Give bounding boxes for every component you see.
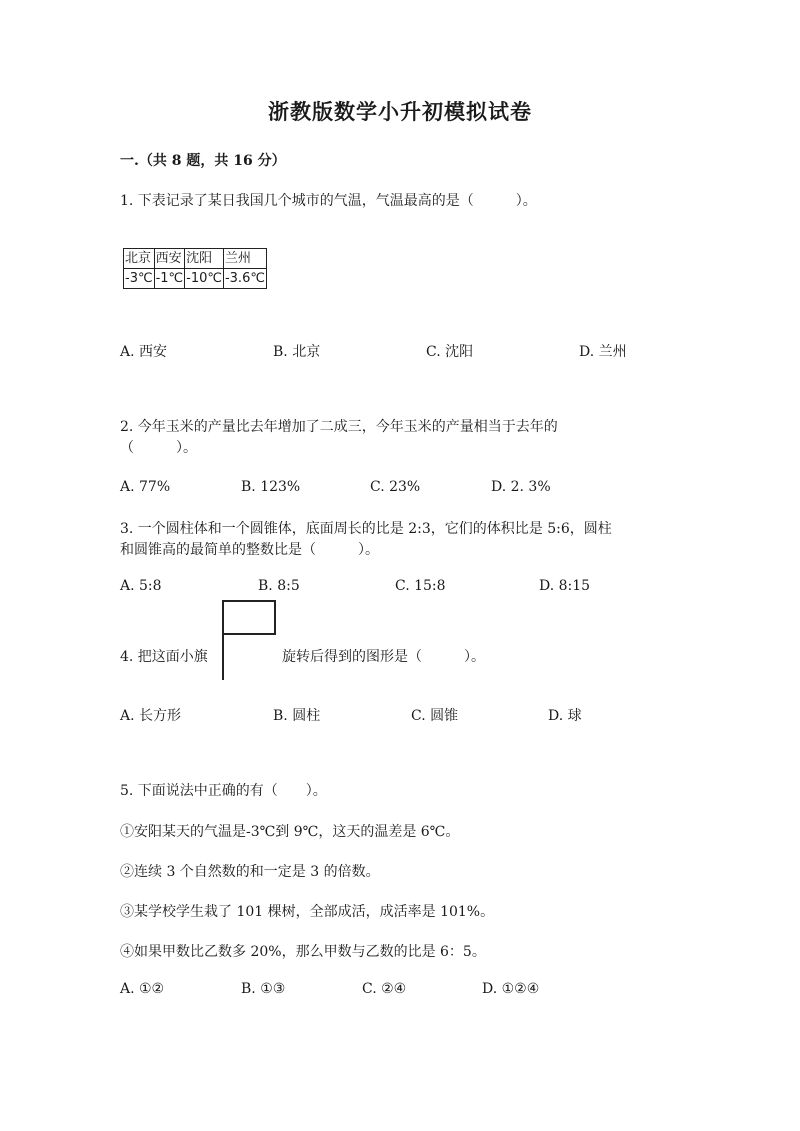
q4-option-b[interactable]: B. 圆柱 [273,708,321,724]
temperature-table [123,248,267,289]
question-2-text-line2: （ ）。 [120,440,197,456]
q5-option-b[interactable]: B. ①③ [241,981,286,997]
q3-option-a[interactable]: A. 5:8 [120,578,162,594]
flag-rectangle [223,600,276,635]
q1-option-a[interactable]: A. 西安 [120,344,168,360]
question-3-text-line2: 和圆锥高的最简单的整数比是（ ）。 [120,542,379,558]
q2-option-d[interactable]: D. 2. 3% [491,479,551,495]
q3-option-b[interactable]: B. 8:5 [258,578,300,594]
section-heading: 一.（共 8 题，共 16 分） [120,153,286,169]
table-cell: -1℃ [154,269,185,289]
q4-option-c[interactable]: C. 圆锥 [411,708,459,724]
table-row [124,269,267,289]
question-3-text: 3. 一个圆柱体和一个圆锥体，底面周长的比是 2:3，它们的体积比是 5:6，圆柱 [120,521,612,537]
q3-option-c[interactable]: C. 15:8 [395,578,446,594]
table-cell: 沈阳 [185,249,224,269]
question-4-text-after: 旋转后得到的图形是（ ）。 [282,649,485,665]
q2-option-a[interactable]: A. 77% [120,479,171,495]
question-1-text: 1. 下表记录了某日我国几个城市的气温，气温最高的是（ ）。 [120,193,537,209]
table-cell: 兰州 [223,249,266,269]
q5-statement-4: ④如果甲数比乙数多 20%，那么甲数与乙数的比是 6：5。 [120,944,486,960]
table-cell: -10℃ [185,269,224,289]
table-cell: -3℃ [124,269,155,289]
question-5-text: 5. 下面说法中正确的有（ ）。 [120,783,327,799]
table-cell: 西安 [154,249,185,269]
table-cell: 北京 [124,249,155,269]
q1-option-b[interactable]: B. 北京 [273,344,321,360]
q2-option-b[interactable]: B. 123% [241,479,301,495]
q5-option-a[interactable]: A. ①② [120,981,165,997]
q5-option-c[interactable]: C. ②④ [362,981,407,997]
q4-option-d[interactable]: D. 球 [548,708,582,724]
q1-option-c[interactable]: C. 沈阳 [426,344,474,360]
q1-option-d[interactable]: D. 兰州 [579,344,627,360]
q5-statement-1: ①安阳某天的气温是-3℃到 9℃，这天的温差是 6℃。 [120,824,460,840]
question-4-text: 4. 把这面小旗 [120,649,208,665]
q5-option-d[interactable]: D. ①②④ [482,981,540,997]
q3-option-d[interactable]: D. 8:15 [539,578,591,594]
q5-statement-2: ②连续 3 个自然数的和一定是 3 的倍数。 [120,864,380,880]
table-row [124,249,267,269]
q2-option-c[interactable]: C. 23% [370,479,421,495]
q4-option-a[interactable]: A. 长方形 [120,708,182,724]
q5-statement-3: ③某学校学生栽了 101 棵树，全部成活，成活率是 101%。 [120,904,495,920]
question-2-text: 2. 今年玉米的产量比去年增加了二成三，今年玉米的产量相当于去年的 [120,419,558,435]
table-cell: -3.6℃ [223,269,266,289]
page-title: 浙教版数学小升初模拟试卷 [268,99,532,124]
